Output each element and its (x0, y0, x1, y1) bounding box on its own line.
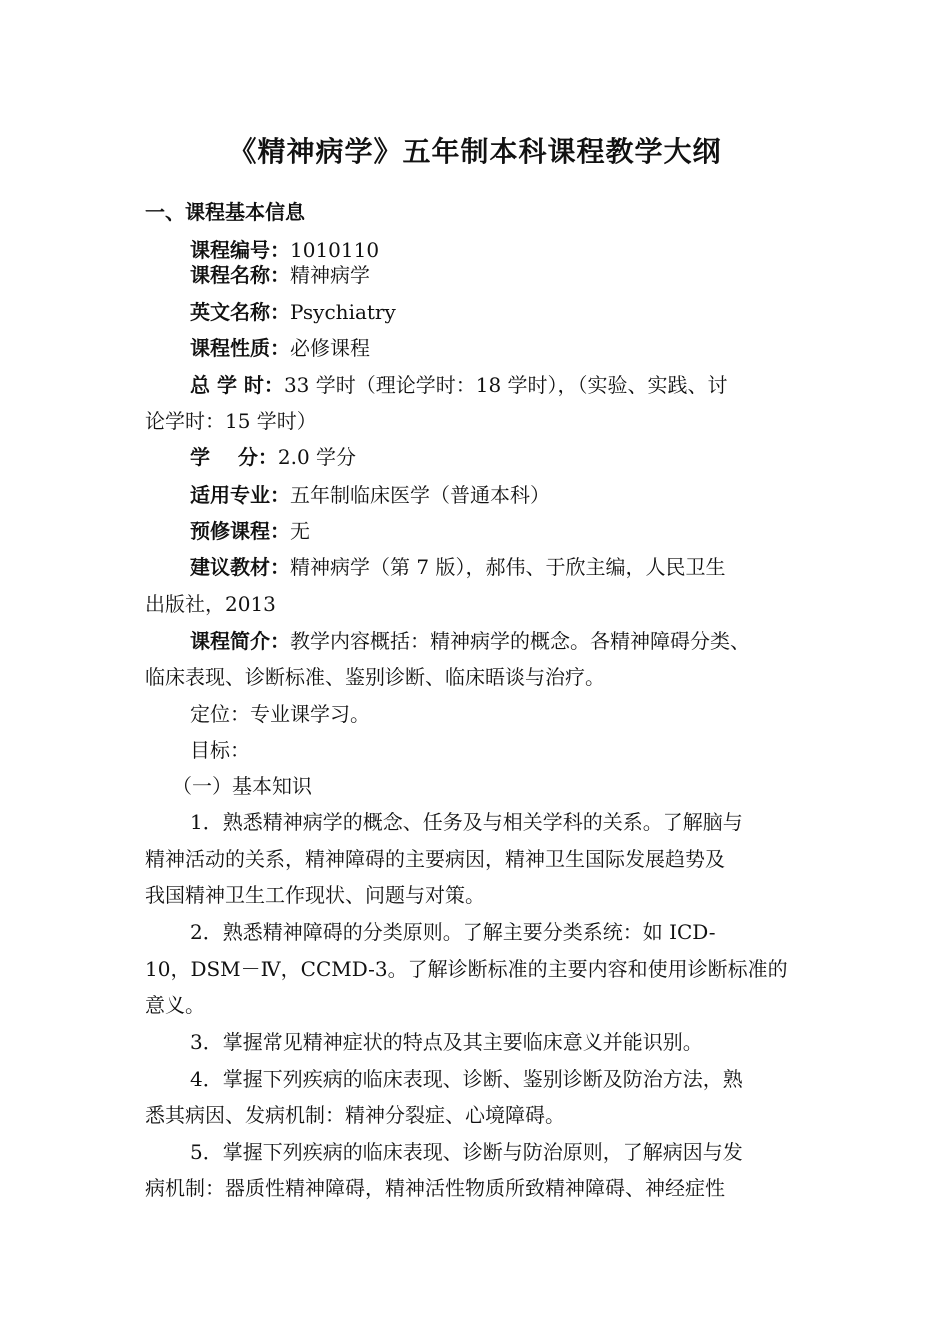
english-name-line: 英文名称：Psychiatry (190, 300, 396, 324)
textbook-line: 建议教材：精神病学（第 7 版），郝伟、于欣主编，人民卫生 (190, 555, 726, 579)
knowledge-item-4: 4．掌握下列疾病的临床表现、诊断、鉴别诊断及防治方法，熟 (190, 1067, 743, 1091)
course-code-line: 课程编号：1010110 (190, 238, 380, 262)
basic-knowledge-heading: （一）基本知识 (172, 774, 312, 798)
knowledge-item-5-line-2: 病机制：器质性精神障碍，精神活性物质所致精神障碍、神经症性 (145, 1176, 725, 1200)
knowledge-item-5: 5．掌握下列疾病的临床表现、诊断与防治原则，了解病因与发 (190, 1140, 743, 1164)
intro-line: 课程简介：教学内容概括：精神病学的概念。各精神障碍分类、 (190, 629, 750, 653)
document-title: 《精神病学》五年制本科课程教学大纲 (228, 135, 722, 168)
knowledge-item-1: 1．熟悉精神病学的概念、任务及与相关学科的关系。了解脑与 (190, 810, 743, 834)
knowledge-item-2-line-3: 意义。 (145, 993, 205, 1017)
knowledge-item-2-line-2: 10，DSM－Ⅳ，CCMD-3。了解诊断标准的主要内容和使用诊断标准的 (145, 957, 788, 981)
section-heading: 一、课程基本信息 (145, 200, 305, 224)
intro-continued: 临床表现、诊断标准、鉴别诊断、临床晤谈与治疗。 (145, 665, 605, 689)
knowledge-item-3: 3．掌握常见精神症状的特点及其主要临床意义并能识别。 (190, 1030, 703, 1054)
major-line: 适用专业：五年制临床医学（普通本科） (190, 483, 550, 507)
prerequisite-line: 预修课程：无 (190, 519, 310, 543)
textbook-continued: 出版社，2013 (145, 592, 276, 616)
course-name-line: 课程名称：精神病学 (190, 263, 370, 287)
goal-line: 目标： (190, 738, 250, 762)
total-hours-continued: 论学时：15 学时） (145, 409, 317, 433)
total-hours-line: 总 学 时：33 学时（理论学时：18 学时），（实验、实践、讨 (190, 373, 728, 397)
knowledge-item-4-line-2: 悉其病因、发病机制：精神分裂症、心境障碍。 (145, 1103, 565, 1127)
knowledge-item-2: 2．熟悉精神障碍的分类原则。了解主要分类系统：如 ICD- (190, 920, 716, 944)
credit-line: 学 分：2.0 学分 (190, 445, 357, 469)
knowledge-item-1-line-3: 我国精神卫生工作现状、问题与对策。 (145, 883, 485, 907)
course-nature-line: 课程性质：必修课程 (190, 336, 370, 360)
knowledge-item-1-line-2: 精神活动的关系，精神障碍的主要病因，精神卫生国际发展趋势及 (145, 847, 725, 871)
positioning-line: 定位：专业课学习。 (190, 702, 370, 726)
